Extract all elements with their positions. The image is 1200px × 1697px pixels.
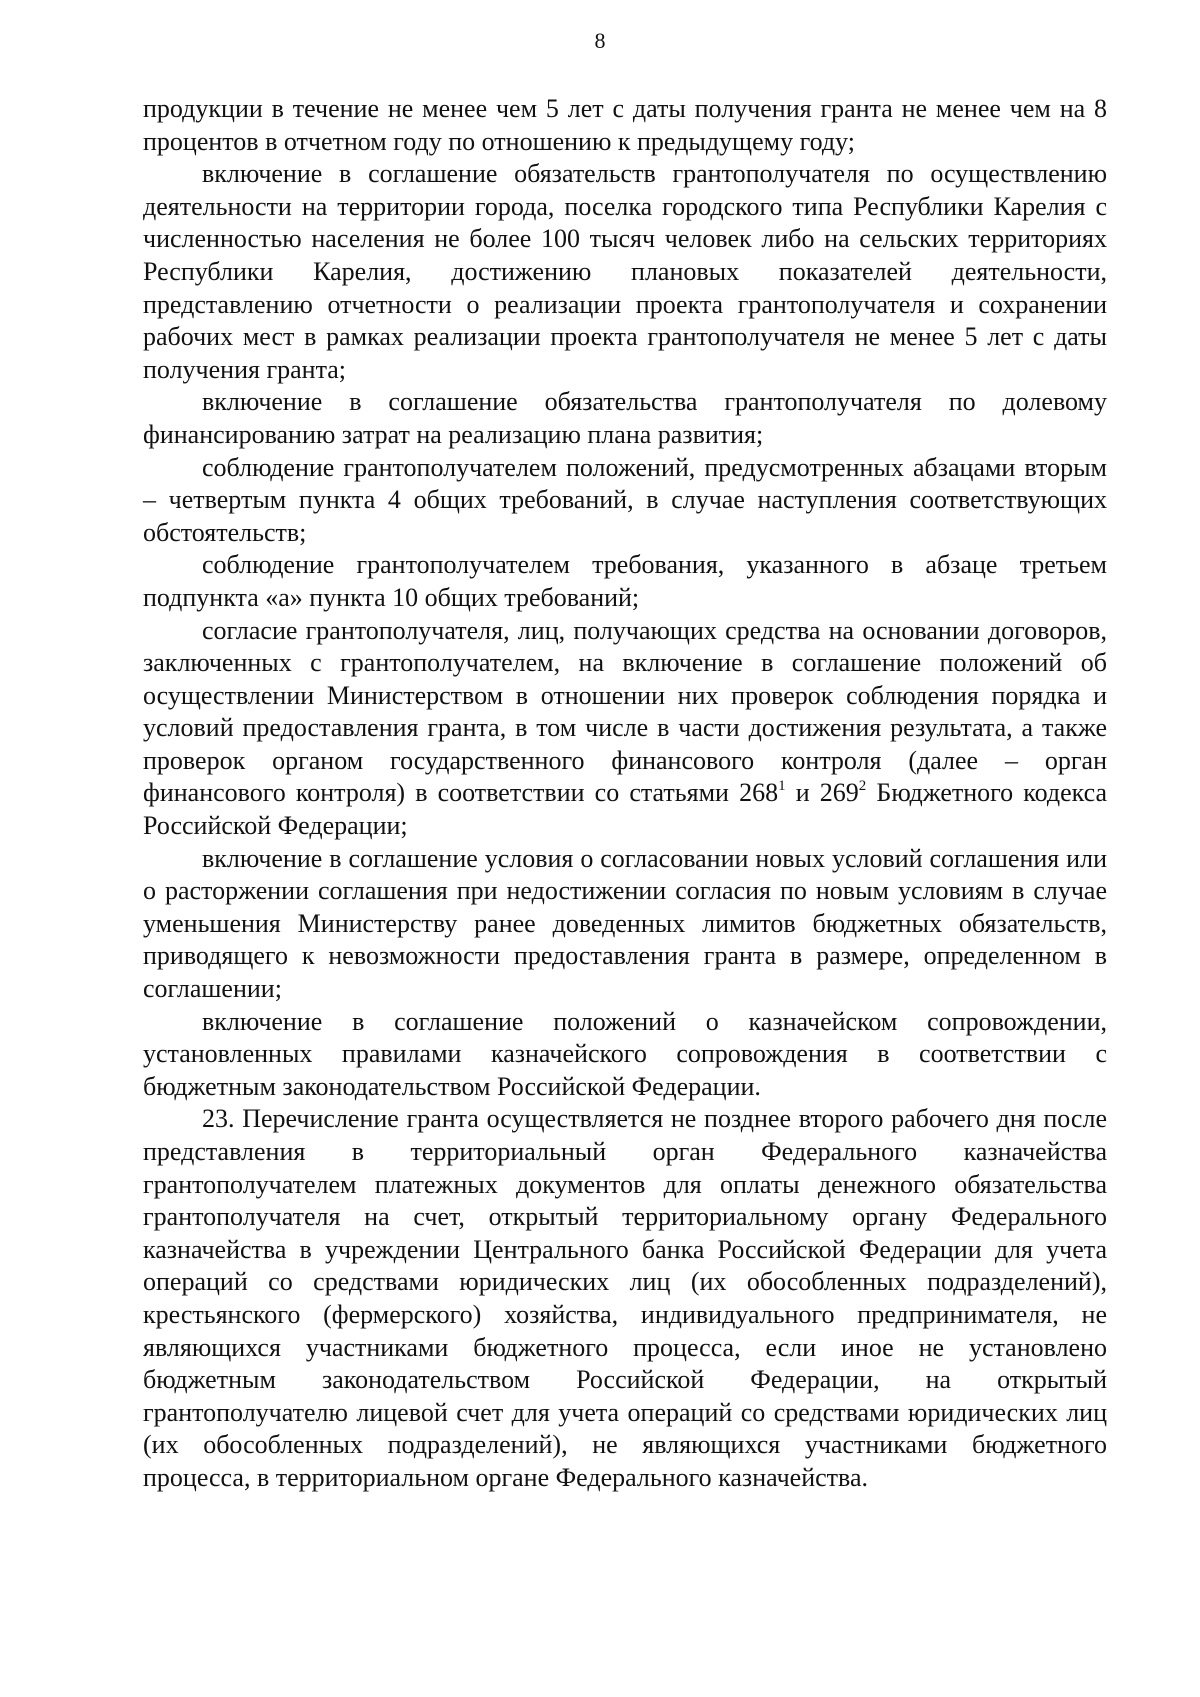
footnote-superscript-2: 2 — [858, 778, 867, 795]
paragraph-1: продукции в течение не менее чем 5 лет с даты получения гранта не менее чем на 8 процентов в отчетном году по отношению к предыдущему году; — [143, 94, 1107, 156]
paragraph-4: соблюдение грантополучателем положений, предусмотренных абзацами вторым – четвертым пункта 4 общих требований, в случае наступления соответствующих обстоятельств; — [143, 452, 1107, 547]
paragraph-6-text-mid: и 269 — [785, 778, 859, 808]
footnote-superscript-1: 1 — [778, 778, 786, 795]
paragraph-3: включение в соглашение обязательства грантополучателя по долевому финансированию затрат на реализацию плана развития; — [143, 387, 1107, 449]
paragraph-6-text-after: Бюджетного кодекса Российской Федерации; — [143, 778, 1107, 841]
document-body — [143, 93, 1107, 1495]
paragraph-5: соблюдение грантополучателем требования, указанного в абзаце третьем подпункта «а» пункта 10 общих требований; — [143, 550, 1107, 612]
page-number: 8 — [594, 28, 606, 53]
paragraph-6-text-before: согласие грантополучателя, лиц, получающих средства на основании договоров, заключенных с грантополучателем, на включение в соглашение положений об осуществлении Министерством в отношении них проверок соблюдения порядка и условий предоставления гранта, в том числе в части достижения результата, а также проверок органом государственного финансового контроля (далее – орган финансового контроля) в соответствии со статьями 268 — [143, 615, 1107, 808]
paragraph-6 — [143, 615, 1107, 843]
paragraph-8: включение в соглашение положений о казначейском сопровождении, установленных правилами казначейского сопровождения в соответствии с бюджетным законодательством Российской Федерации. — [143, 1006, 1107, 1101]
paragraph-2: включение в соглашение обязательств грантополучателя по осуществлению деятельности на территории города, поселка городского типа Республики Карелия с численностью населения не более 100 тысяч человек либо на сельских территориях Республики Карелия, достижению плановых показателей деятельности, представлению отчетности о реализации проекта грантополучателя и сохранении рабочих мест в рамках реализации проекта грантополучателя не менее 5 лет с даты получения гранта; — [143, 159, 1107, 384]
paragraph-9: 23. Перечисление гранта осуществляется не позднее второго рабочего дня после представления в территориальный орган Федерального казначейства грантополучателем платежных документов для оплаты денежного обязательства грантополучателя на счет, открытый территориальному органу Федерального казначейства в учреждении Центрального банка Российской Федерации для учета операций со средствами юридических лиц (их обособленных подразделений), крестьянского (фермерского) хозяйства, индивидуального предпринимателя, не являющихся участниками бюджетного процесса, если иное не установлено бюджетным законодательством Российской Федерации, на открытый грантополучателю лицевой счет для учета операций со средствами юридических лиц (их обособленных подразделений), не являющихся участниками бюджетного процесса, в территориальном органе Федерального казначейства. — [143, 1104, 1107, 1492]
paragraph-7: включение в соглашение условия о согласовании новых условий соглашения или о расторжении соглашения при недостижении согласия по новым условиям в случае уменьшения Министерству ранее доведенных лимитов бюджетных обязательств, приводящего к невозможности предоставления гранта в размере, определенном в соглашении; — [143, 843, 1107, 1004]
